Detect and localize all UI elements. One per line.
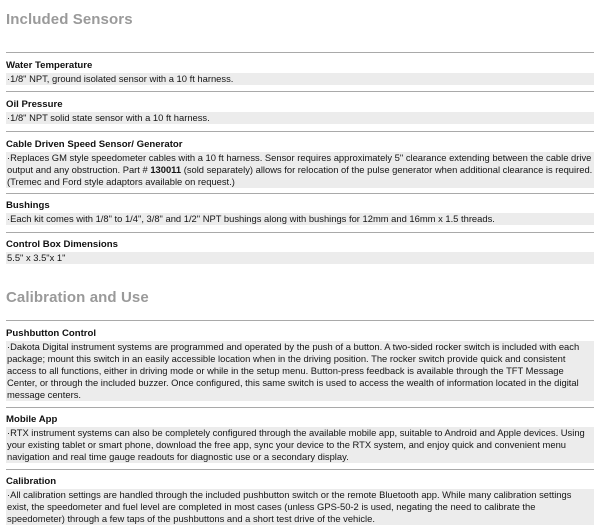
- spec-oil-pressure: [6, 99, 594, 124]
- spec-speed-sensor: [6, 139, 594, 188]
- spec-heading: Cable Driven Speed Sensor/ Generator: [6, 139, 183, 150]
- spec-description: ·Each kit comes with 1/8" to 1/4", 3/8" and 1/2" NPT bushings along with bushings for 12mm and 16mm x 1.5 threads.: [6, 213, 594, 225]
- spec-description: ·Dakota Digital instrument systems are programmed and operated by the push of a button. A two-sided rocker switch is included with each package; mount this switch in an easily accessible location when in the driving position. The rocker switch provide quick and consistent access to all functions, either in driving mode or while in the setup menu. Button-press feedback is available through the TFT Message Center, or through the included buzzer. Once configured, this same switch is used to access the wealth of information located in the digital message centers.: [6, 341, 594, 401]
- spec-description: ·RTX instrument systems can also be completely configured through the available mobile app, suitable to Android and Apple devices. Using your existing tablet or smart phone, download the free app, sync your device to the RTX system, and enjoy quick and convenient menu navigation and real time gauge readouts for diagnostic use or a secondary display.: [6, 427, 594, 463]
- section-title-included-sensors: Included Sensors: [6, 11, 133, 28]
- spec-text-after: (sold separately) allows for relocation of the pulse generator when additional clearance is required. (Tremec and Ford style adaptors available on request.): [7, 164, 593, 187]
- divider: [6, 91, 594, 92]
- spec-description: ·All calibration settings are handled through the included pushbutton switch or the remote Bluetooth app. While many calibration settings exist, the speedometer and fuel level are completed in most cases (unless GPS-50-2 is used, negating the need to calibrate the speedometer) through a few taps of the pushbuttons and a short test drive of the vehicle.: [6, 489, 594, 525]
- spec-heading: Pushbutton Control: [6, 328, 97, 339]
- divider: [6, 469, 594, 470]
- divider: [6, 52, 594, 53]
- divider: [6, 193, 594, 194]
- divider: [6, 232, 594, 233]
- spec-heading: Calibration: [6, 476, 57, 487]
- spec-description: [6, 152, 594, 188]
- spec-calibration: [6, 476, 594, 525]
- spec-water-temperature: [6, 60, 594, 85]
- spec-pushbutton-control: [6, 328, 594, 401]
- divider: [6, 320, 594, 321]
- spec-description: 5.5" x 3.5"x 1": [6, 252, 594, 264]
- spec-description: ·1/8" NPT, ground isolated sensor with a 10 ft harness.: [6, 73, 594, 85]
- spec-bushings: [6, 200, 594, 225]
- spec-heading: Bushings: [6, 200, 50, 211]
- spec-mobile-app: [6, 414, 594, 463]
- divider: [6, 407, 594, 408]
- spec-control-box-dimensions: [6, 239, 594, 264]
- divider: [6, 131, 594, 132]
- section-title-calibration-and-use: Calibration and Use: [6, 289, 149, 306]
- spec-heading: Control Box Dimensions: [6, 239, 118, 250]
- spec-description: ·1/8" NPT solid state sensor with a 10 ft harness.: [6, 112, 594, 124]
- spec-text-before: ·Replaces GM style speedometer cables with a 10 ft harness. Sensor requires approximately 5" clearance extending between the cable drive output and any obstruction. Part #: [7, 152, 592, 175]
- part-number: 130011: [150, 164, 182, 175]
- spec-heading: Mobile App: [6, 414, 58, 425]
- spec-heading: Water Temperature: [6, 60, 93, 71]
- spec-heading: Oil Pressure: [6, 99, 63, 110]
